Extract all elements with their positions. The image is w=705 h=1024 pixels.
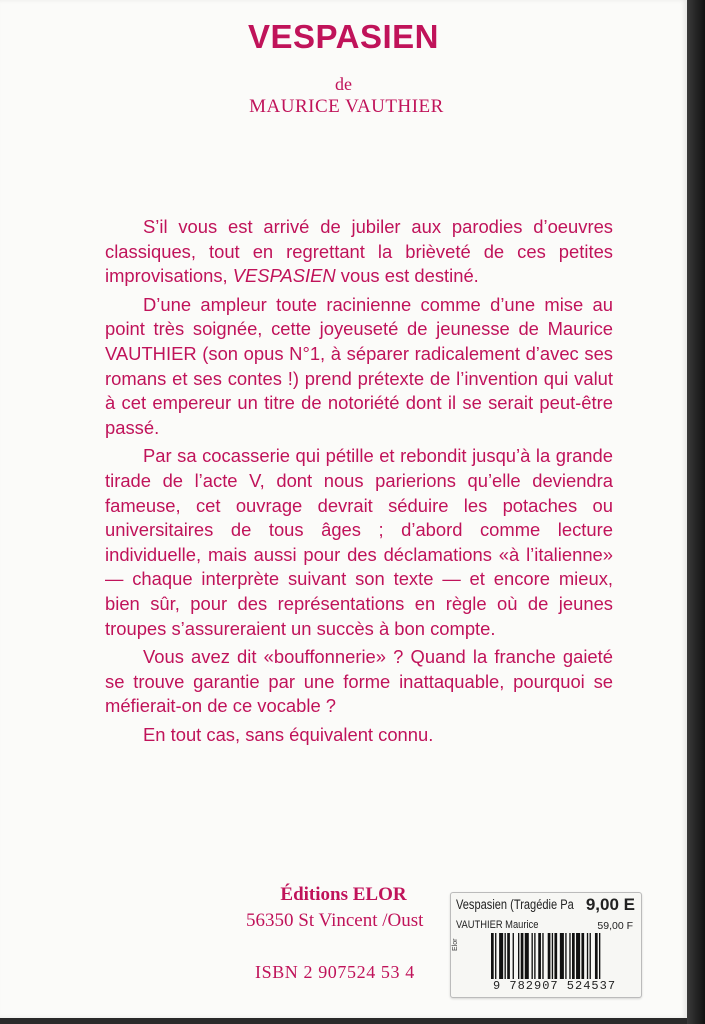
sticker-vendor: Elor [452,938,459,951]
publisher-address: 56350 St Vincent /Oust [246,910,424,931]
sticker-price: 9,00 E [585,895,635,914]
barcode-bar [525,933,529,979]
sticker-price-francs: 59,00 F [597,920,633,932]
barcode-bar [507,933,510,979]
barcode-bar [595,933,598,979]
blurb-p1-end: vous est destiné. [335,265,479,287]
barcode-bar [491,933,494,979]
sticker-author: VAUTHIER Maurice [456,919,539,931]
publisher-name: Éditions ELOR [280,884,407,905]
blurb-text [105,215,613,751]
blurb-paragraph-1 [105,215,613,289]
barcode-bar [581,933,584,979]
barcode-bar [534,933,535,979]
barcode-bar [572,933,575,979]
barcode-bar [599,933,600,979]
barcode-bar [505,933,506,979]
barcode-bar [499,933,503,979]
barcode-icon [491,933,633,979]
by-line: de [335,74,352,94]
blurb-paragraph-5: En tout cas, sans équivalent connu. [143,723,434,745]
author-name: MAURICE VAUTHIER [249,96,444,117]
page-edge [687,0,705,1024]
blurb-p1-title: VESPASIEN [232,265,336,287]
isbn: ISBN 2 907524 53 4 [255,962,415,982]
barcode-bar [518,933,519,979]
sticker-title: Vespasien (Tragédie Pa [456,897,574,912]
barcode-bar [532,933,533,979]
blurb-paragraph-3: Par sa cocasserie qui pétille et rebondit jusqu’à la grande tirade de l’acte V, dont nous parierions qu’elle deviendra fameuse, cet ouvrage devrait séduire les potaches ou universitaires de tous âges ; d’abord comme lecture individuelle, mais aussi pour des déclamations «à l’italienne» — chaque interprète suivant son texte — et encore mieux, bien sûr, pour des représentations en règle où de jeunes troupes s’assureraient un succès à bon compte. [105,445,613,639]
barcode-bar [521,933,524,979]
blurb-p1-start: S’il vous est arrivé de jubiler aux parodies d’oeuvres classiques, tout en regrettant la brièveté de ces petites improvisations, [105,216,613,287]
barcode-bar [552,933,553,979]
barcode-bar [576,933,580,979]
barcode-bar [548,933,551,979]
barcode-bar [587,933,588,979]
barcode-digits: 9 782907 524537 [493,979,617,993]
barcode-bar [538,933,541,979]
barcode-bar [554,933,557,979]
blurb-paragraph-2: D’une ampleur toute racinienne comme d’une mise au point très soignée, cette joyeuseté de jeunesse de Maurice VAUTHIER (son opus N°1, à séparer radicalement d’avec ses romans et ses contes !) prend prétexte de l’invention qui valut à cet empereur un titre de notoriété dont il se serait peut-être passé. [105,293,613,438]
barcode-bar [513,933,514,979]
barcode-bar [569,933,570,979]
barcode-bar [590,933,591,979]
blurb-paragraph-4: Vous avez dit «bouffonnerie» ? Quand la franche gaieté se trouve garantie par une forme inattaquable, pourquoi se méfierait-on de ce vocable ? [105,646,613,717]
barcode-bar [542,933,543,979]
price-sticker [450,892,642,998]
barcode-bar [565,933,566,979]
barcode-bar [560,933,564,979]
barcode-bar [495,933,496,979]
book-title: VESPASIEN [248,18,439,55]
